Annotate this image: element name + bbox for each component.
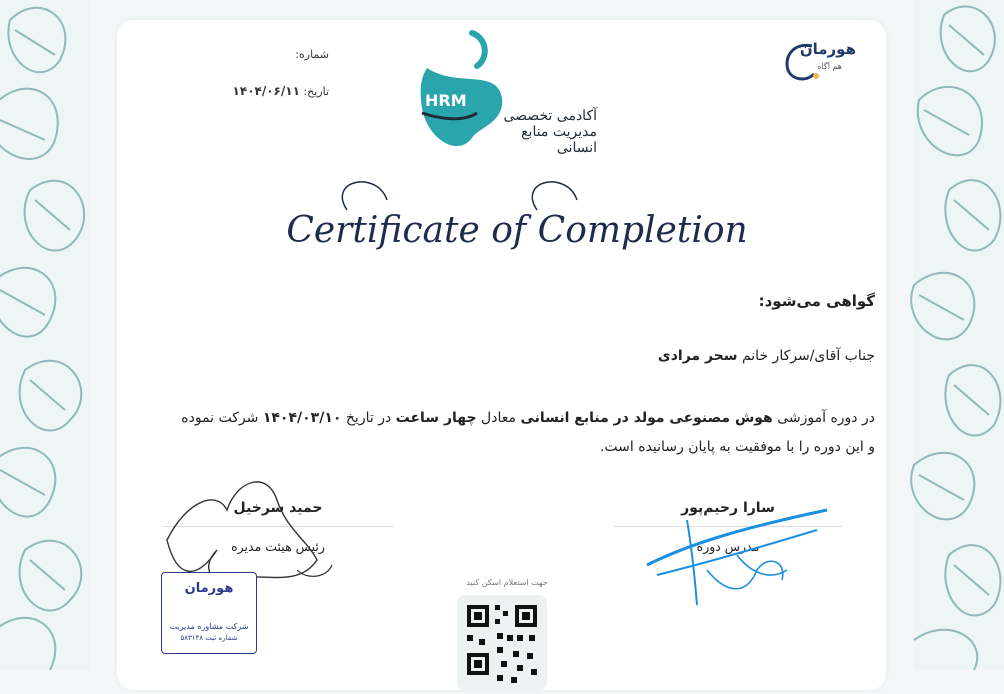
academy-mark-text: HRM bbox=[425, 91, 467, 110]
director-role: رئیس هیئت مدیره bbox=[231, 539, 325, 554]
line1-suffix: شرکت نموده bbox=[181, 410, 259, 426]
course-date: ۱۴۰۴/۰۳/۱۰ bbox=[262, 410, 342, 426]
completion-line: و این دوره را با موفقیت به پایان رسانیده است. bbox=[599, 439, 875, 455]
equivalent-label: معادل bbox=[481, 410, 516, 426]
course-name: هوش مصنوعی مولد در منابع انسانی bbox=[520, 410, 773, 426]
qr-caption: جهت استعلام اسکن کنید bbox=[466, 578, 548, 587]
stamp-brand: هورمان bbox=[184, 581, 234, 596]
course-prefix: در دوره آموزشی bbox=[777, 410, 875, 426]
partner-logo bbox=[782, 38, 862, 88]
number-label: شماره: bbox=[295, 48, 329, 61]
academy-name-line2: مدیریت منابع انسانی bbox=[521, 124, 597, 156]
partner-subtitle: هم آگاه bbox=[817, 62, 842, 71]
director-signature-line bbox=[163, 526, 393, 527]
verification-qr-code[interactable] bbox=[457, 595, 547, 690]
date-prefix: در تاریخ bbox=[345, 410, 392, 426]
course-duration: چهار ساعت bbox=[395, 410, 477, 426]
date-label: تاریخ: bbox=[303, 85, 329, 98]
salutation: جناب آقای/سرکار خانم bbox=[741, 348, 875, 364]
right-leaf-border bbox=[914, 0, 1004, 670]
certificate-heading: گواهی می‌شود: bbox=[758, 292, 875, 310]
certificate-card bbox=[117, 20, 886, 690]
recipient-line bbox=[157, 348, 875, 364]
issue-date: ۱۴۰۴/۰۶/۱۱ bbox=[232, 84, 300, 98]
instructor-name: سارا رحیم‌پور bbox=[681, 500, 775, 516]
instructor-role: مدرس دوره bbox=[696, 539, 760, 554]
academy-name-line1: آکادمی تخصصی bbox=[503, 108, 597, 124]
director-name: حمید سرخیل bbox=[233, 500, 323, 516]
instructor-signature-line bbox=[613, 526, 843, 527]
signature-block-director bbox=[163, 498, 393, 554]
company-stamp bbox=[161, 572, 257, 654]
certificate-title-text: Certificate of Completion bbox=[286, 210, 748, 251]
qr-code-icon bbox=[457, 595, 547, 690]
course-paragraph bbox=[157, 404, 875, 462]
certificate-meta bbox=[209, 44, 329, 116]
recipient-name: سحر مرادی bbox=[657, 348, 738, 364]
partner-name: هورمان bbox=[799, 40, 856, 58]
academy-logo bbox=[417, 28, 597, 158]
stamp-company: شرکت مشاوره مدیریت bbox=[169, 622, 249, 631]
signature-block-instructor bbox=[613, 498, 843, 554]
stamp-registration: شماره ثبت ۵۸۳۱۴۸ bbox=[180, 634, 238, 642]
left-leaf-border bbox=[0, 0, 90, 670]
certificate-title bbox=[286, 170, 748, 270]
